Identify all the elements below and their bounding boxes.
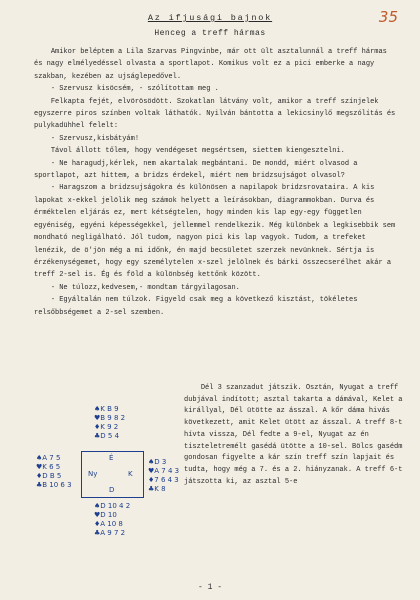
page-number: 35 [378,8,398,26]
hand-line: ♣A 9 7 2 [94,529,126,537]
hand-line: ♠A 7 5 [36,454,61,462]
lower-body-text [184,383,406,488]
hand-line: ♦A 10 8 [94,520,123,528]
paragraph: Amikor beléptem a Lila Szarvas Pingvinbe, már ott ült asztalunnál a treff hármas és nagy elmélyedéssel olvasta a sportlapot. Komikus volt ez a pici emberke a nagy szakban, kezében az ujságlepedővel. [34,48,392,81]
hand-east [148,458,179,494]
paragraph: - Szervusz kisöcsém, - szólítottam meg . [34,85,219,94]
hand-south [94,502,130,538]
paragraph: - Szervusz,kisbátyám! [34,134,140,143]
body-text [34,46,398,319]
hand-line: ♥B 9 8 2 [94,414,126,422]
paragraph: - Haragszom a bridzsujságokra és különösen a napilapok bridzsrovataira. A kis lapokat x-ekkel jelölik meg számok helyett a leírásokban, diagrammokban. Durva és érméktelen eljárás ez, mert kétségtelen, hogy minden kis lap egy-egy független egyéniség, egyéni képességekkel, jellemmel rendelkezik. Még különbek a legkisebbik sem mondható negligálható. Jól tudom, nagyon pici kis lap vagyok. Tudom, a trefeket lenézik, de ö'jön még a mi időnk, én majd becsületet szerzek nevünknek. Sértja is érzékenységemet, hogy egy személytelen x-szel jelölnek és bárki összecserélhet akár a treff 2-sel is. Ég és föld a különbség kettőnk között. [34,184,400,280]
page-footer: - 1 - [197,583,222,592]
hand-line: ♣D 5 4 [94,432,120,440]
hand-line: ♦K 9 2 [94,423,119,431]
hand-line: ♠D 3 [148,458,167,466]
hand-line: ♦D B 5 [36,472,62,480]
hand-line: ♠D 10 4 2 [94,502,131,510]
hand-line: ♥D 10 [94,511,117,519]
paragraph: - Egyáltalán nem túlzok. Figyeld csak meg a következő kisztást, tökéletes relsőbbségemet a 2-sel szemben. [34,296,362,317]
paragraph: Dél 3 szanzadut játszik. Osztán, Nyugat a treff dubjával indított; asztal takarta a dámával, Kelet a királlyal, Dél ütötte az ásszal. A kőr dáma hivás következett, amit Kelet ütött az ásszal. A treff 8-t hívta vissza, Dél fedte a 9-el, Nyugat az én tiszteletremélt gasédá ütötte a 10-sel. Bölcs gasédm gondosan figyelte a kár szín treff szín lapjait és tudta, hogy még a 7. és a 2. hiányzanak. A treff 6-t játszotta ki, az asztal 5-e [184,384,407,486]
hand-line: ♣B 10 6 3 [36,481,72,489]
bridge-table-diagram [81,451,144,498]
hand-line: ♥A 7 4 3 [148,467,180,475]
paragraph: Távol állott tőlem, hogy vendégeset megsértsem, siettem kiengesztelni. [34,147,345,156]
paragraph: Felkapta fejét, elvörösödött. Szokatlan látvány volt, amikor a treff színjelek egyszerre piros színben voltak láthatók. Nyilván bántotta a lekicsinylő megszólítás és pulykadühhel felelt: [34,97,400,131]
hand-line: ♠K B 9 [94,405,119,413]
hand-north [94,405,125,441]
compass-east: K [128,470,133,478]
hand-west [36,454,72,490]
paragraph: - Ne túlozz,kedvesem,- mondtam tárgyilagosan. [34,283,240,292]
compass-west: Ny [88,470,98,478]
hand-line: ♦7 6 4 3 [148,476,179,484]
document-title: Az ifjusági bajnok [147,13,273,23]
paragraph: - Ne haragudj,kérlek, nem akartalak megbántani. De mondd, miért olvasod a sportlapot, azt hittem, a bridzs érdekel, miért nem bridzsujságot olvasol? [34,159,362,181]
compass-north: É [109,454,114,462]
document-subtitle: Henceg a treff hármas [154,29,266,38]
hand-line: ♣K 8 [148,485,166,493]
hand-line: ♥K 6 5 [36,463,61,471]
compass-south: D [109,486,115,494]
